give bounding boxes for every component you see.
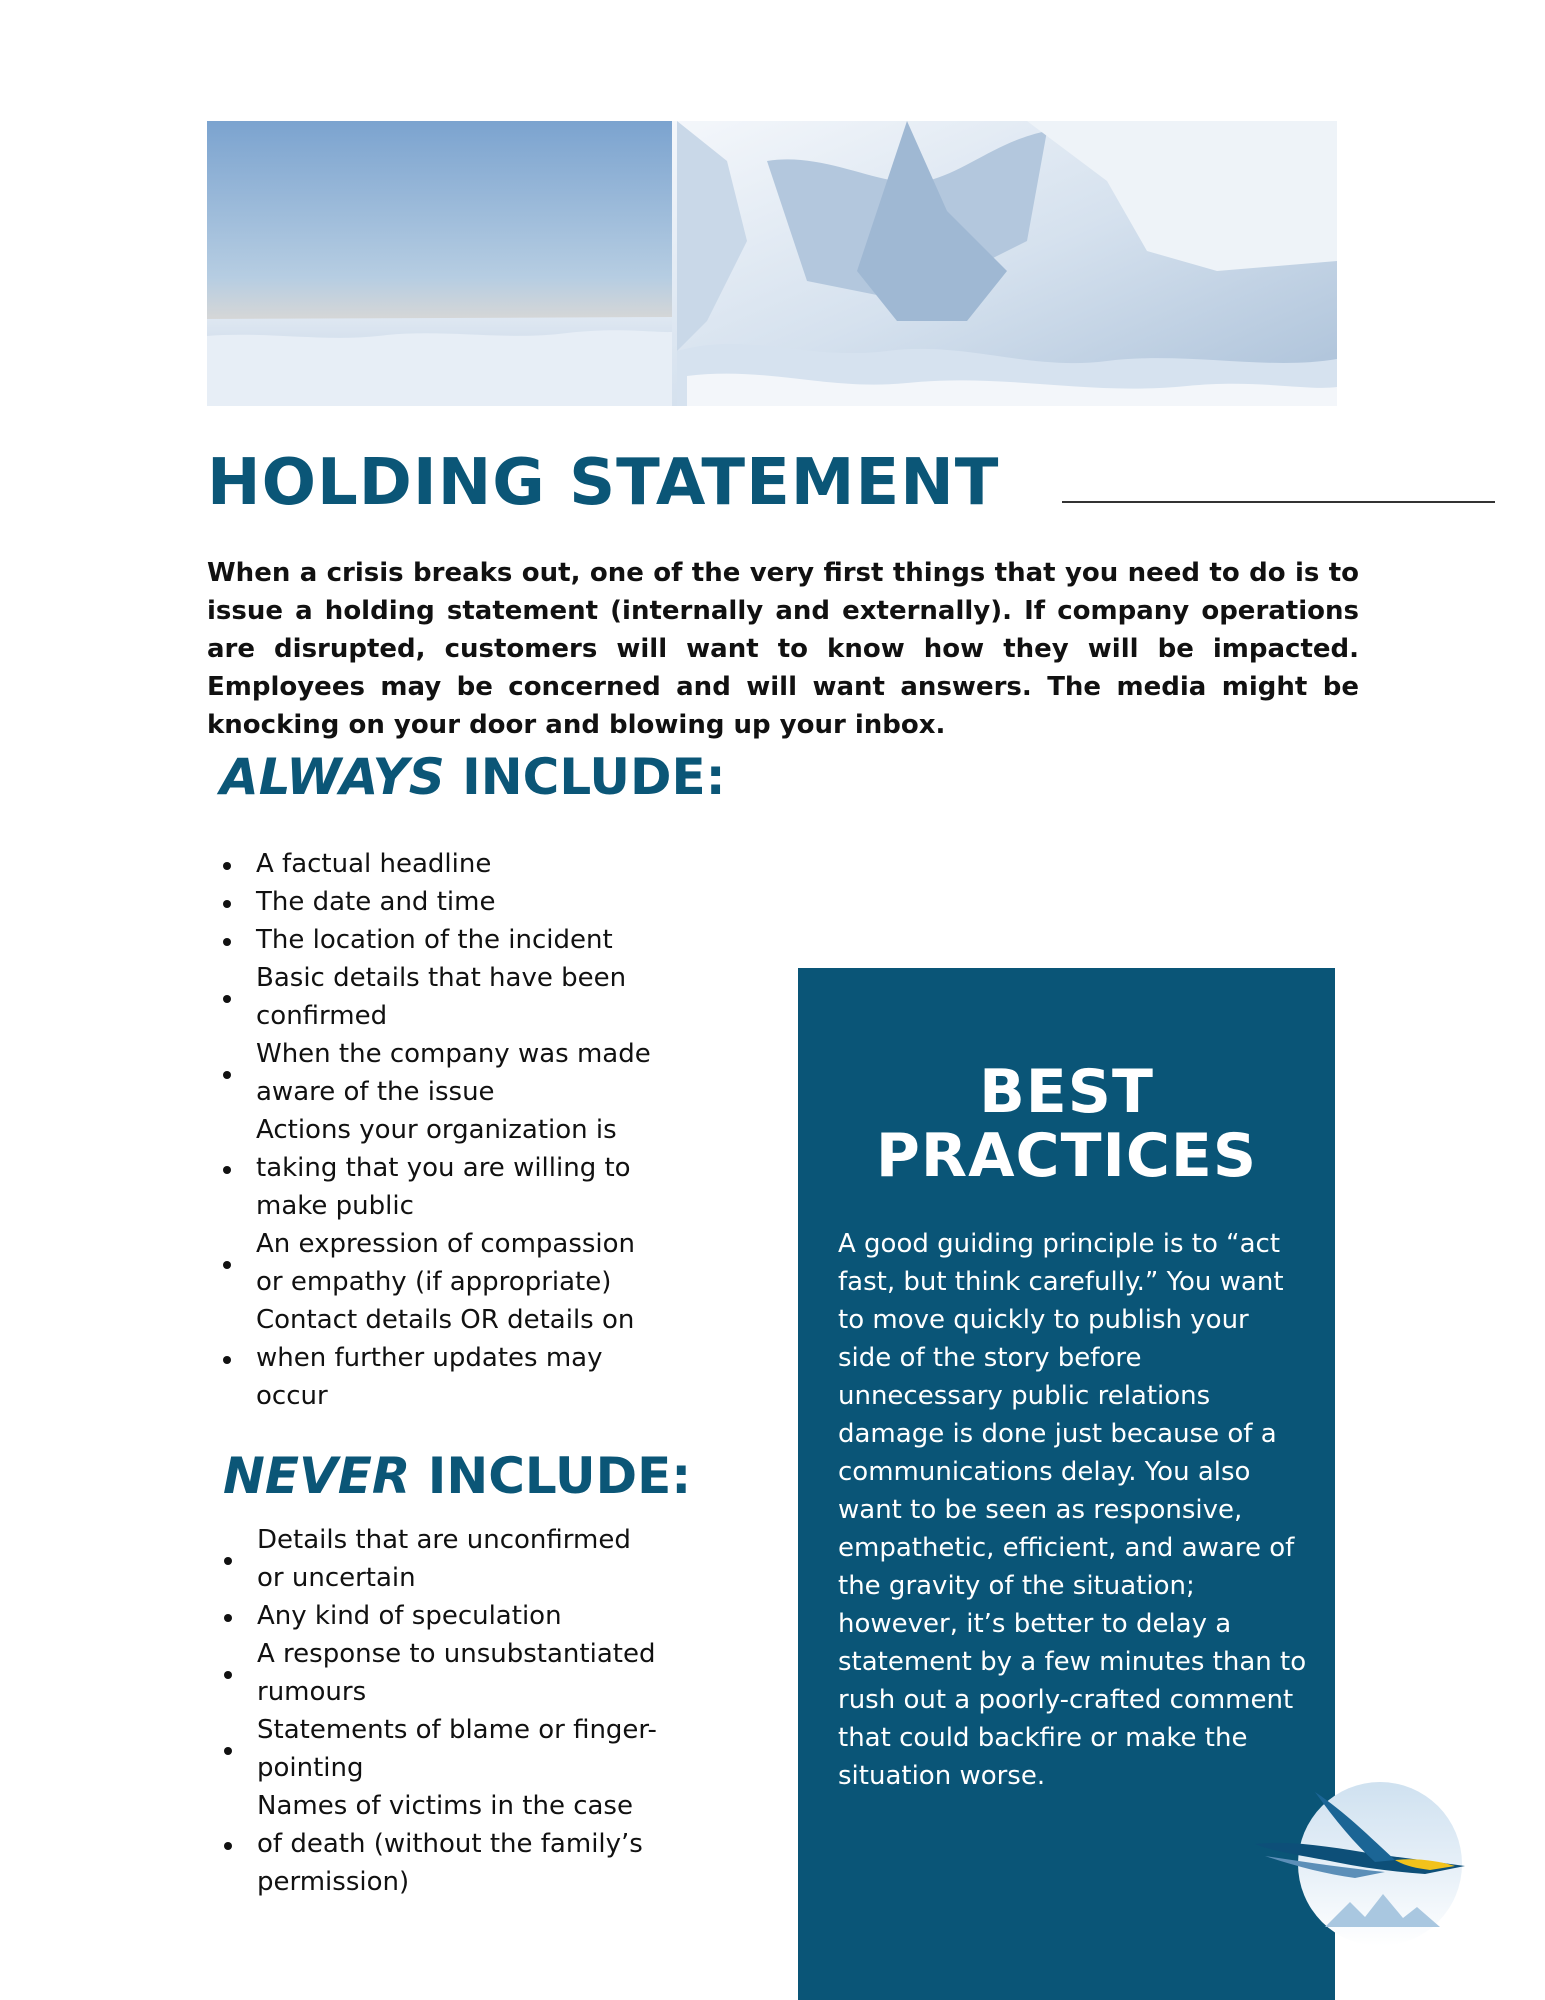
- list-item: Names of victims in the case of death (without the family’s permission): [221, 1787, 661, 1901]
- list-item: Any kind of speculation: [221, 1597, 661, 1635]
- list-item: A factual headline: [220, 845, 660, 883]
- always-heading-rest: INCLUDE:: [444, 748, 726, 806]
- list-item: Basic details that have been confirmed: [220, 959, 660, 1035]
- list-item: The date and time: [220, 883, 660, 921]
- intro-paragraph: When a crisis breaks out, one of the very first things that you need to do is to issue a holding statement (internally and externally). If company operations are disrupted, customers will want to know how they will be impacted. Employees may be concerned and will want answers. The media might be knocking on your door and blowing up your inbox.: [207, 558, 1359, 740]
- never-include-list: [221, 1521, 661, 1901]
- page-title: HOLDING STATEMENT: [207, 446, 1000, 520]
- best-practices-title: [798, 1057, 1335, 1191]
- list-item: The location of the incident: [220, 921, 660, 959]
- never-heading-rest: INCLUDE:: [410, 1447, 692, 1505]
- list-item: Statements of blame or finger-pointing: [221, 1711, 661, 1787]
- always-include-list: [220, 845, 660, 1415]
- list-item: Actions your organization is taking that you are willing to make public: [220, 1111, 660, 1225]
- penguin-logo-icon: [1255, 1782, 1485, 1952]
- list-item: A response to unsubstantiated rumours: [221, 1635, 661, 1711]
- best-title-line2: PRACTICES: [875, 1121, 1258, 1191]
- always-include-heading: [220, 750, 726, 805]
- list-item: Details that are unconfirmed or uncertain: [221, 1521, 661, 1597]
- always-heading-emphasis: ALWAYS: [220, 748, 445, 806]
- best-practices-body: A good guiding principle is to “act fast, but think carefully.” You want to move quickly to publish your side of the story before unnecessary public relations damage is done just because of a communications delay. You also want to be seen as responsive, empathetic, efficient, and aware of the gravity of the situation; however, it’s better to delay a statement by a few minutes than to rush out a poorly-crafted comment that could backfire or make the situation worse.: [838, 1229, 1307, 1791]
- best-title-line1: BEST: [979, 1057, 1154, 1127]
- list-item: When the company was made aware of the issue: [220, 1035, 660, 1111]
- never-heading-emphasis: NEVER: [223, 1447, 411, 1505]
- title-divider: [1062, 501, 1495, 503]
- iceberg-banner-image: [207, 121, 1337, 406]
- list-item: An expression of compassion or empathy (if appropriate): [220, 1225, 660, 1301]
- list-item: Contact details OR details on when further updates may occur: [220, 1301, 660, 1415]
- never-include-heading: [223, 1449, 691, 1504]
